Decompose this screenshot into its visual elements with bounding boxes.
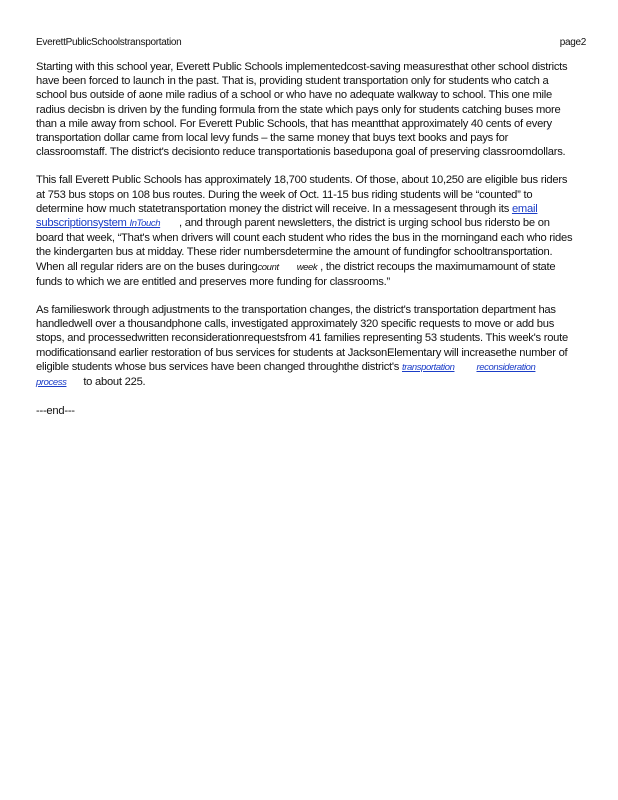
document-title: EverettPublicSchoolstransportation	[36, 37, 182, 48]
paragraph-1: Starting with this school year, Everett Public Schools implementedcost-saving measuresthat other school districts have been forced to launch in the past. That is, providing student transportation only for students who catch a school bus outside of aone mile radius of a school or who have no adequate walkway to school. This one mile radius decisbn is driven by the funding formula from the state which pays only for students catching buses more than a mile away from school. For Everett Public Schools, that has meantthat approximately 40 cents of every transportation dollar came from local levy funds – the same money that buys text books and pays for classroomstaff. The district's decisionto reduce transportationis basedupona goal of preserving classroomdollars.	[36, 61, 568, 159]
paragraph-2-part-a: This fall Everett Public Schools has approximately 18,700 students. Of those, about 10,250 are eligible bus riders at 753 bus stops on 108 bus routes. During the week of Oct. 11-15 bus riding students will be “counted” to determine how much statetransportation money the district will receive. In a messagesent through its	[36, 174, 568, 215]
paragraph-2-part-b: , and through parent newsletters, the district is urging school bus ridersto be on board that week, “That's when drivers will count each student who rides the bus in the morningand each who rides the kindergarten bus at midday. These rider numbersdetermine the amount of fundingfor schooltransportation. When all regular riders are on the buses during	[36, 217, 573, 273]
end-marker: ---end---	[36, 405, 75, 418]
page-header	[36, 37, 586, 49]
paragraph-3	[36, 303, 578, 390]
paragraph-2	[36, 173, 578, 289]
paragraph-3-part-a: As familieswork through adjustments to the transportation changes, the district's transportation department has handledwell over a thousandphone calls, investigated approximately 320 specific requests to move or add bus stops, and processedwritten reconsiderationrequestsfrom 41 families representing 53 students. This week's route modificationsand earlier restoration of bus services for students at JacksonElementary will increasethe number of eligible students whose bus services have been changed throughthe district's	[36, 304, 568, 373]
paragraph-3-part-b: to about 225.	[80, 376, 146, 389]
email-subscription-link-text: email subscriptionsystem	[36, 202, 538, 230]
count-week-italic-2: week	[296, 261, 318, 273]
article-body	[36, 60, 578, 432]
reconsideration-link-word-3: process	[36, 377, 67, 389]
reconsideration-link-word-2: reconsideration	[476, 361, 536, 373]
page-number: page2	[559, 37, 586, 48]
count-week-italic-1: count	[257, 261, 279, 273]
reconsideration-link-word-1: transportation	[401, 361, 455, 373]
intouch-link-text: InTouch	[129, 218, 161, 230]
paragraph-2-part-c: , the district recoups the maximumamount of state funds to which we are entitled and preserves more funding for classrooms.”	[36, 260, 556, 288]
